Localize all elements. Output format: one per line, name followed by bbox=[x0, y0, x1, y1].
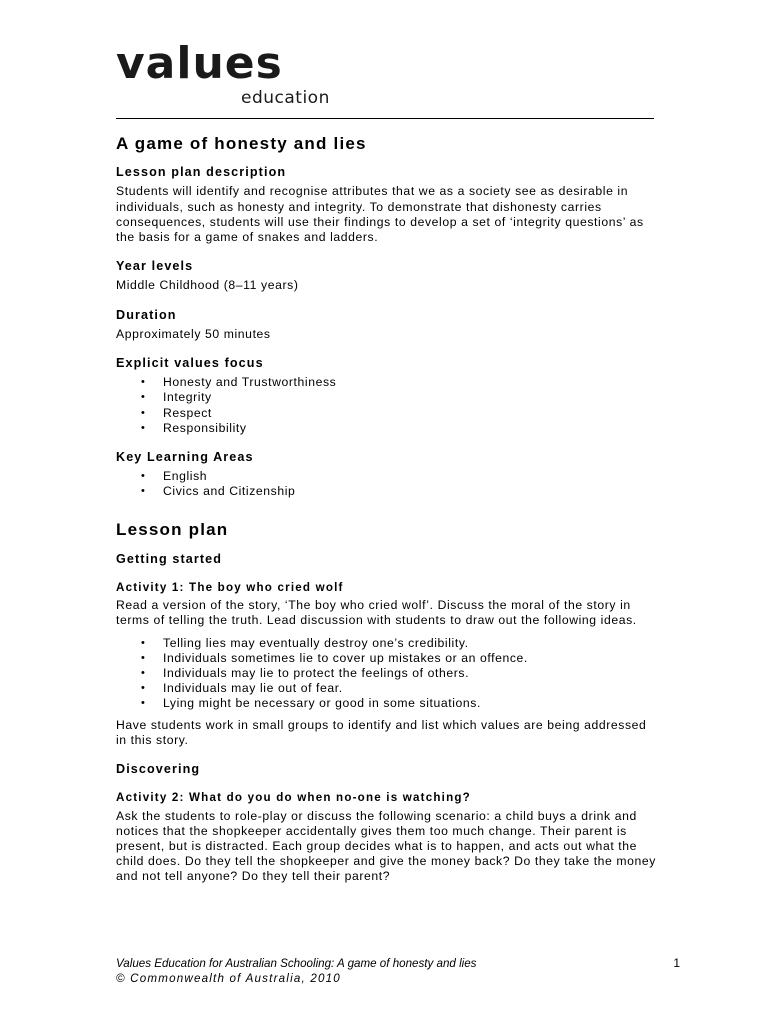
page-number: 1 bbox=[673, 956, 680, 970]
discovering-heading: Discovering bbox=[116, 762, 201, 777]
footer-copyright: © Commonwealth of Australia, 2010 bbox=[116, 972, 341, 985]
lesson-plan-heading: Lesson plan bbox=[116, 519, 229, 539]
list-item: • Responsibility bbox=[116, 421, 656, 436]
list-item: • English bbox=[116, 469, 656, 484]
learning-areas-heading: Key Learning Areas bbox=[116, 450, 254, 465]
learning-areas-list bbox=[116, 469, 656, 499]
document-body bbox=[116, 136, 656, 899]
duration-text: Approximately 50 minutes bbox=[116, 326, 271, 341]
year-levels-text: Middle Childhood (8–11 years) bbox=[116, 278, 299, 293]
activity-1-outro: Have students work in small groups to identify and list which values are being addressed in this story. bbox=[116, 717, 647, 747]
learning-areas-section bbox=[116, 450, 656, 500]
header-rule bbox=[116, 118, 654, 119]
year-levels-section bbox=[116, 259, 656, 293]
description-text: Students will identify and recognise attributes that we as a society see as desirable in individuals, such as honesty and integrity. To demonstrate that dishonesty carries consequences, students will use their findings to develop a set of ‘integrity questions’ as the basis for a game of snakes and ladders. bbox=[116, 184, 644, 245]
list-item: • Respect bbox=[116, 406, 656, 421]
description-section bbox=[116, 165, 656, 245]
list-item: • Honesty and Trustworthiness bbox=[116, 375, 656, 390]
activity-1-list bbox=[116, 636, 656, 712]
list-item: • Civics and Citizenship bbox=[116, 484, 656, 499]
activity-1-intro: Read a version of the story, ‘The boy who cried wolf’. Discuss the moral of the story in terms of telling the truth. Lead discussion with students to draw out the following ideas. bbox=[116, 598, 637, 628]
values-focus-list bbox=[116, 375, 656, 436]
duration-heading: Duration bbox=[116, 307, 177, 322]
getting-started-section bbox=[116, 552, 656, 748]
getting-started-heading: Getting started bbox=[116, 551, 223, 566]
list-item: • Individuals may lie to protect the feelings of others. bbox=[116, 666, 656, 681]
values-focus-section bbox=[116, 356, 656, 436]
year-levels-heading: Year levels bbox=[116, 259, 194, 274]
page-footer bbox=[116, 956, 680, 986]
list-item: • Telling lies may eventually destroy one’s credibility. bbox=[116, 636, 656, 651]
logo-sub-text: education bbox=[241, 88, 330, 108]
list-item: • Lying might be necessary or good in some situations. bbox=[116, 696, 656, 711]
list-item: • Integrity bbox=[116, 390, 656, 405]
footer-title: Values Education for Australian Schooling: A game of honesty and lies bbox=[116, 957, 477, 970]
description-heading: Lesson plan description bbox=[116, 165, 287, 180]
activity-2-text: Ask the students to role-play or discuss the following scenario: a child buys a drink and notices that the shopkeeper accidentally gives them too much change. Their parent is present, but is distracted. Each group decides what is to happen, and acts out what the child does. Do they tell the shopkeeper and give the money back? Do they take the money and not tell anyone? Do they tell their parent? bbox=[116, 808, 656, 884]
values-focus-heading: Explicit values focus bbox=[116, 356, 264, 371]
list-item: • Individuals sometimes lie to cover up mistakes or an offence. bbox=[116, 651, 656, 666]
discovering-section bbox=[116, 762, 656, 884]
activity-1-title: Activity 1: The boy who cried wolf bbox=[116, 581, 344, 595]
list-item: • Individuals may lie out of fear. bbox=[116, 681, 656, 696]
document-title: A game of honesty and lies bbox=[116, 134, 367, 153]
logo-main-text: values bbox=[116, 38, 283, 89]
values-education-logo bbox=[116, 38, 356, 110]
duration-section bbox=[116, 308, 656, 342]
activity-2-title: Activity 2: What do you do when no-one is watching? bbox=[116, 791, 471, 805]
